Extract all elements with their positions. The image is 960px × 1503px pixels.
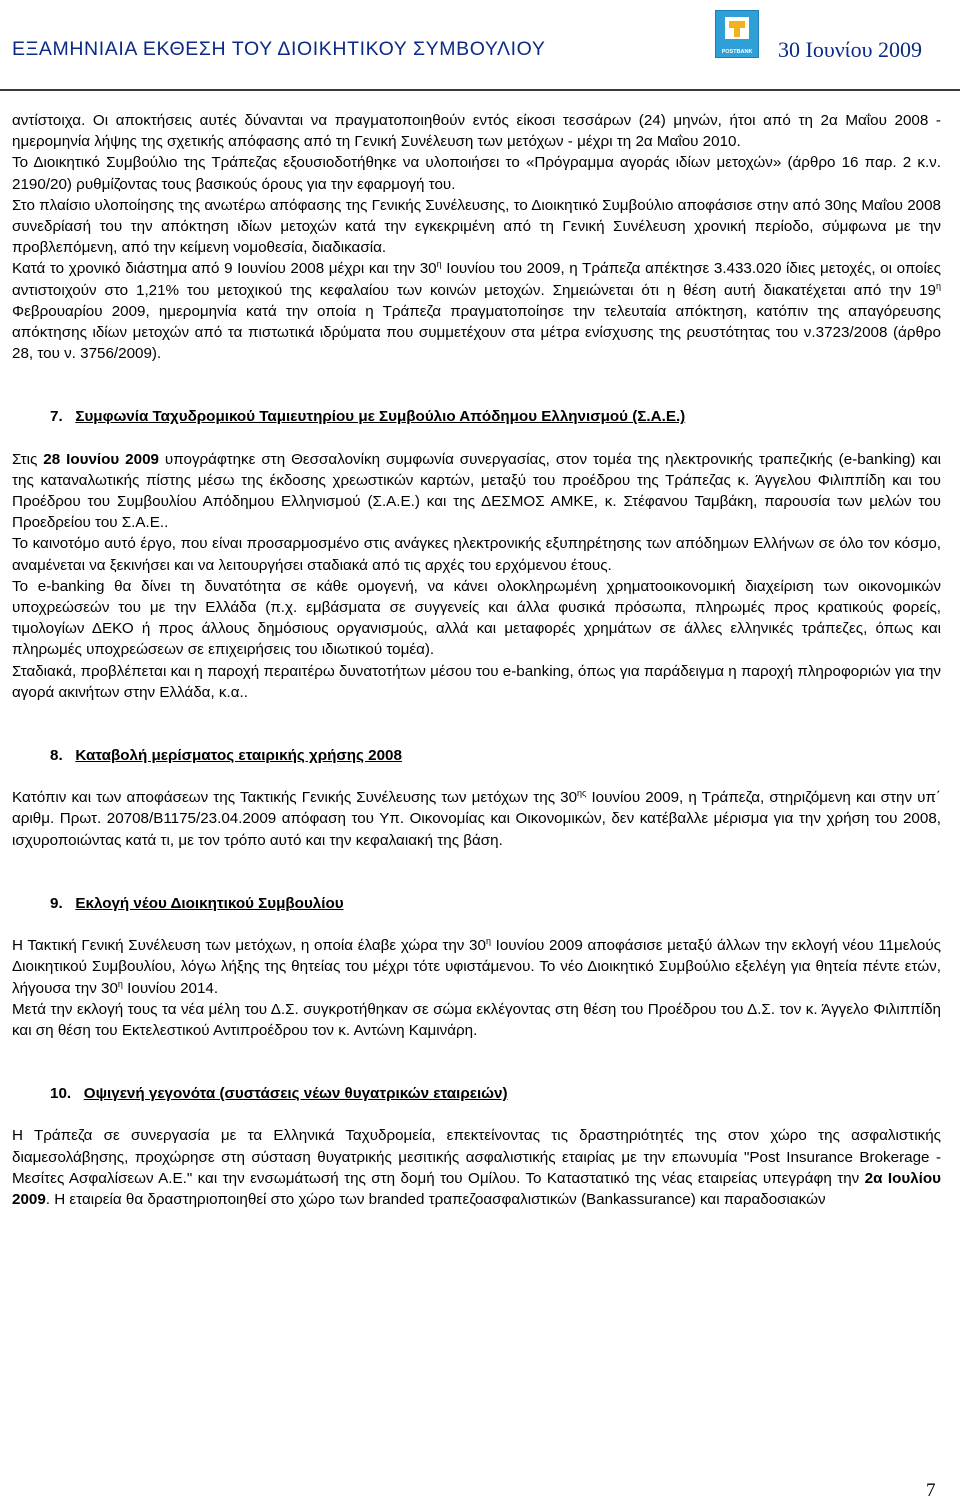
header-rule [0, 89, 960, 91]
paragraph: Κατά το χρονικό διάστημα από 9 Ιουνίου 2008 μέχρι και την $30^\eta$ Ιουνίου του 2009, η Τράπεζα απέκτησε 3.433.020 ίδιες μετοχές, οι οποίες αντιστοιχούν στο 1,21% του μετοχικού της κεφαλαίου των κοινών μετοχών. Σημειώνεται ότι η θέση αυτή διακατέχεται από την $19^\eta$ Φεβρουαρίου 2009, ημερομηνία κατά την οποία η Τράπεζα πραγματοποίησε την τελευταία απόκτηση, κατόπιν της απαγόρευσης απόκτησης ιδίων μετοχών από τα πιστωτικά ιδρύματα που συμμετέχουν στα μέτρα ενίσχυσης της ρευστότητας του ν.3723/2008 (άρθρο 28, του ν. 3756/2009). [12, 259, 941, 363]
paragraph: Μετά την εκλογή τους τα νέα μέλη του Δ.Σ. συγκροτήθηκαν σε σώμα εκλέγοντας στη θέση του Προέδρου του Δ.Σ. τον κ. Άγγελο Φιλιππίδη και ση θέση του Εκτελεστικού Αντιπροέδρου τον κ. Αντώνη Καμινάρη. [12, 1000, 941, 1039]
section-heading-8: 8. Καταβολή μερίσματος εταιρικής χρήσης 2008 [50, 747, 402, 765]
paragraph: Κατόπιν και των αποφάσεων της Τακτικής Γενικής Συνέλευσης των μετόχων της $30^{\eta\varsigma}$ Ιουνίου 2009, η Τράπεζα, στηριζόμενη και στην υπ΄ αριθμ. Πρωτ. 20708/Β1175/23.04.2009 απόφαση του Υπ. Οικονομίας και Οικονομικών, δεν κατέβαλλε μέρισμα για την χρήση του 2008, ισχυροποιώντας κατά τι, με τον τρόπο αυτό και την κεφαλαιακή της βάση. [12, 788, 941, 849]
section-heading-7: 7. Συμφωνία Ταχυδρομικού Ταμιευτηρίου με Συμβούλιο Απόδημου Ελληνισμού (Σ.Α.Ε.) [50, 408, 686, 426]
paragraph: Το Διοικητικό Συμβούλιο της Τράπεζας εξουσιοδοτήθηκε να υλοποιήσει το «Πρόγραμμα αγοράς ιδίων μετοχών» (άρθρο 16 παρ. 2 κ.ν. 2190/20) ρυθμίζοντας τους βασικούς όρους για την εφαρμογή του. [12, 154, 941, 193]
section-heading-10: 10. Οψιγενή γεγονότα (συστάσεις νέων θυγατρικών εταιρειών) [50, 1085, 508, 1103]
report-title: ΕΞΑΜΗΝΙΑΙΑ ΕΚΘΕΣΗ ΤΟΥ ΔΙΟΙΚΗΤΙΚΟΥ ΣΥΜΒΟΥΛΙΟΥ [12, 38, 546, 60]
paragraph: Στις 28 Ιουνίου 2009 υπογράφτηκε στη Θεσσαλονίκη συμφωνία συνεργασίας, στον τομέα της ηλεκτρονικής τραπεζικής (e-banking) και της καταναλωτικής πίστης μέσω της έκδοσης χρεωστικών καρτών, μεταξύ του προέδρου της Τράπεζας κ. Άγγελου Φιλιππίδη και του Προέδρου του Συμβουλίου Απόδημου Ελληνισμού (Σ.Α.Ε.) και της ΔΕΣΜΟΣ ΑΜΚΕ, κ. Στέφανου Ταμβάκη, παρουσία των μελών του Προεδρείου του Σ.Α.Ε.. [12, 450, 941, 532]
paragraph: Το e-banking θα δίνει τη δυνατότητα σε κάθε ομογενή, να κάνει ολοκληρωμένη χρηματοοικονομική διαχείριση των οικονομικών υποχρεώσεών του με την Ελλάδα (π.χ. εμβάσματα σε συγγενείς και άλλα φυσικά πρόσωπα, πληρωμές προς κρατικούς φορείς, τιμολογίων ΔΕΚΟ ή προς άλλους δημόσιους οργανισμούς, αλλά και μεταφορές χρημάτων σε άλλες ελληνικές τράπεζες, όπως και πληρωμές υποχρεώσεων σε επιχειρήσεις του ιδιωτικού τομέα). [12, 577, 941, 659]
logo-text: POSTBANK [721, 49, 753, 55]
paragraph: Στο πλαίσιο υλοποίησης της ανωτέρω απόφασης της Γενικής Συνέλευσης, το Διοικητικό Συμβούλιο αποφάσισε στην από 30ης Μαΐου 2008 συνεδρίασή του την απόκτηση ιδίων μετοχών κατά την εγκεκριμένη από τη Γενική Συνέλευση χρονική περίοδο, σύμφωνα με την προβλεπόμενη, από την κείμενη νομοθεσία, διαδικασία. [12, 196, 941, 257]
document-body [12, 110, 941, 1210]
page-header [0, 0, 960, 90]
report-date: 30 Ιουνίου 2009 [778, 37, 922, 62]
paragraph: Η Τακτική Γενική Συνέλευση των μετόχων, η οποία έλαβε χώρα την $30^\eta$ Ιουνίου 2009 αποφάσισε μεταξύ άλλων την εκλογή νέου 11μελούς Διοικητικού Συμβουλίου, λόγω λήξης της θητείας του μέχρι τότε υφιστάμενου. Το νέο Διοικητικό Συμβούλιο εξελέγη για θητεία πέντε ετών, λήγουσα την $30^\eta$ Ιουνίου 2014. [12, 936, 941, 997]
paragraph: Η Τράπεζα σε συνεργασία με τα Ελληνικά Ταχυδρομεία, επεκτείνοντας τις δραστηριότητές της στον χώρο της ασφαλιστικής διαμεσολάβησης, προχώρησε στη σύσταση θυγατρικής μεσιτικής ασφαλιστικής εταιρίας με την επωνυμία "Post Insurance Brokerage - Μεσίτες Ασφαλίσεων Α.Ε." και την ενσωμάτωσή της στη δομή του Ομίλου. Το Καταστατικό της νέας εταιρείας υπεγράφη την 2α Ιουλίου 2009. Η εταιρεία θα δραστηριοποιηθεί στο χώρο των branded τραπεζοασφαλιστικών (Bankassurance) και παραδοσιακών [12, 1127, 941, 1208]
postbank-logo-icon [715, 10, 759, 58]
paragraph: Σταδιακά, προβλέπεται και η παροχή περαιτέρω δυνατοτήτων μέσου του e-banking, όπως για παράδειγμα η παροχή πληροφοριών για την αγορά ακινήτων στην Ελλάδα, κ.α.. [12, 662, 941, 701]
paragraph: αντίστοιχα. Οι αποκτήσεις αυτές δύνανται να πραγματοποιηθούν εντός είκοσι τεσσάρων (24) μηνών, ήτοι από τη 2α Μαΐου 2008 - ημερομηνία λήψης της σχετικής απόφασης από τη Γενική Συνέλευση των μετόχων - μέχρι τη 2α Μαΐου 2010. [12, 112, 941, 151]
page-number: 7 [926, 1480, 936, 1501]
paragraph: Το καινοτόμο αυτό έργο, που είναι προσαρμοσμένο στις ανάγκες ηλεκτρονικής εξυπηρέτησης των απόδημων Ελλήνων σε όλο τον κόσμο, αναμένεται να ξεκινήσει και να λειτουργήσει σταδιακά από τις αρχές του ερχόμενου έτους. [12, 535, 941, 574]
section-heading-9: 9. Εκλογή νέου Διοικητικού Συμβουλίου [50, 894, 344, 912]
